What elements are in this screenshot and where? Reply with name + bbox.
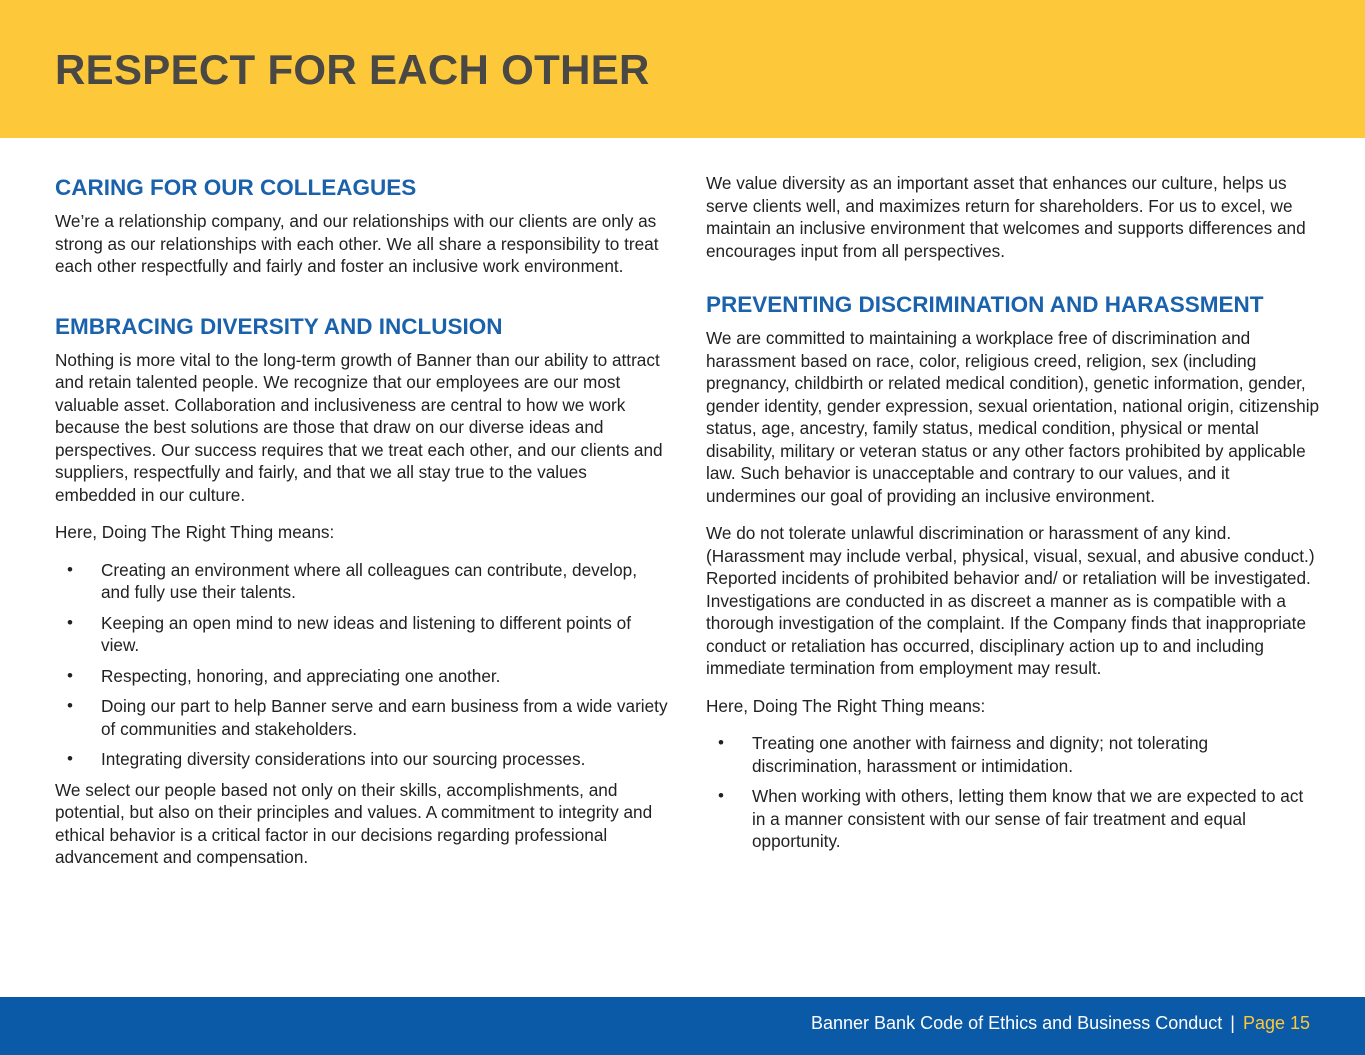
bullet-list-discrimination <box>706 732 1321 853</box>
page-title: RESPECT FOR EACH OTHER <box>55 46 650 93</box>
list-item: • Keeping an open mind to new ideas and listening to different points of view. <box>67 612 632 655</box>
bullet-list-diversity <box>55 559 670 771</box>
bullet-intro: Here, Doing The Right Thing means: <box>55 522 335 542</box>
bullet-icon: • <box>67 559 73 579</box>
list-item: • Integrating diversity considerations into our sourcing processes. <box>67 749 586 769</box>
section-body-caring: We’re a relationship company, and our relationships with our clients are only as strong as our relationships with each other. We all share a responsibility to treat each other respectfully and fairly and foster an inclusive work environment. <box>55 211 659 276</box>
section-body-diversity: Nothing is more vital to the long-term growth of Banner than our ability to attract and retain talented people. We recognize that our employees are our most valuable asset. Collaboration and inclusiveness are central to how we work because the best solutions are those that draw on our diverse ideas and perspectives. Our success requires that we treat each other, and our clients and suppliers, respectfully and fairly, and that we all stay true to the values embedded in our culture. <box>55 349 663 505</box>
bullet-icon: • <box>67 612 73 632</box>
section-heading-diversity: EMBRACING DIVERSITY AND INCLUSION <box>55 313 503 339</box>
bullet-intro: Here, Doing The Right Thing means: <box>706 695 986 716</box>
page-number: Page 15 <box>1242 1013 1310 1033</box>
list-item: • Respecting, honoring, and appreciating one another. <box>67 665 501 686</box>
footer-text <box>811 1013 1310 1034</box>
section-closing-diversity: We select our people based not only on their skills, accomplishments, and potential, but also on their principles and values. A commitment to integrity and ethical behavior is a critical factor in our decisions regarding professional advancement and compensation. <box>55 779 653 867</box>
bullet-icon: • <box>67 749 73 768</box>
bullet-icon: • <box>718 733 724 752</box>
bullet-icon: • <box>67 696 73 715</box>
section-heading-caring: CARING FOR OUR COLLEAGUES <box>55 175 417 200</box>
left-column <box>55 172 670 884</box>
footer-separator: | <box>1230 1013 1235 1033</box>
diversity-value-paragraph: We value diversity as an important asset that enhances our culture, helps us serve clients well, and maximizes return for shareholders. For us to excel, we maintain an inclusive environment that welcomes and supports differences and encourages input from all perspectives. <box>706 173 1306 261</box>
bullet-icon: • <box>67 665 73 685</box>
right-column <box>706 172 1321 861</box>
footer-doc-title: Banner Bank Code of Ethics and Business Conduct <box>811 1013 1223 1033</box>
bullet-icon: • <box>718 786 724 805</box>
section-body-discrimination-2: We do not tolerate unlawful discrimination or harassment of any kind. (Harassment may include verbal, physical, visual, sexual, and abusive conduct.) Reported incidents of prohibited behavior and/ or retaliation will be investigated. Investigations are conducted in as discreet a manner as is compatible with a thorough investigation of the complaint. If the Company finds that inappropriate conduct or retaliation has occurred, disciplinary action up to and including immediate termination from employment may result. <box>706 523 1315 678</box>
list-item: • Treating one another with fairness and dignity; not tolerating discrimination, harassment or intimidation. <box>718 733 1209 776</box>
page-header <box>0 0 1365 138</box>
page-footer <box>0 997 1365 1055</box>
section-body-discrimination-1: We are committed to maintaining a workplace free of discrimination and harassment based on race, color, religious creed, religion, sex (including pregnancy, childbirth or related medical condition), genetic information, gender, gender identity, gender expression, sexual orientation, national origin, citizenship status, age, ancestry, family status, medical condition, physical or mental disability, military or veteran status or any other factors prohibited by applicable law. Such behavior is unacceptable and contrary to our values, and it undermines our goal of providing an inclusive environment. <box>706 328 1320 506</box>
section-heading-discrimination: PREVENTING DISCRIMINATION AND HARASSMENT <box>706 292 1264 317</box>
list-item: • Creating an environment where all colleagues can contribute, develop, and fully use their talents. <box>67 559 638 602</box>
list-item: • When working with others, letting them know that we are expected to act in a manner consistent with our sense of fair treatment and equal opportunity. <box>718 786 1304 851</box>
list-item: • Doing our part to help Banner serve and earn business from a wide variety of communities and stakeholders. <box>67 696 668 739</box>
